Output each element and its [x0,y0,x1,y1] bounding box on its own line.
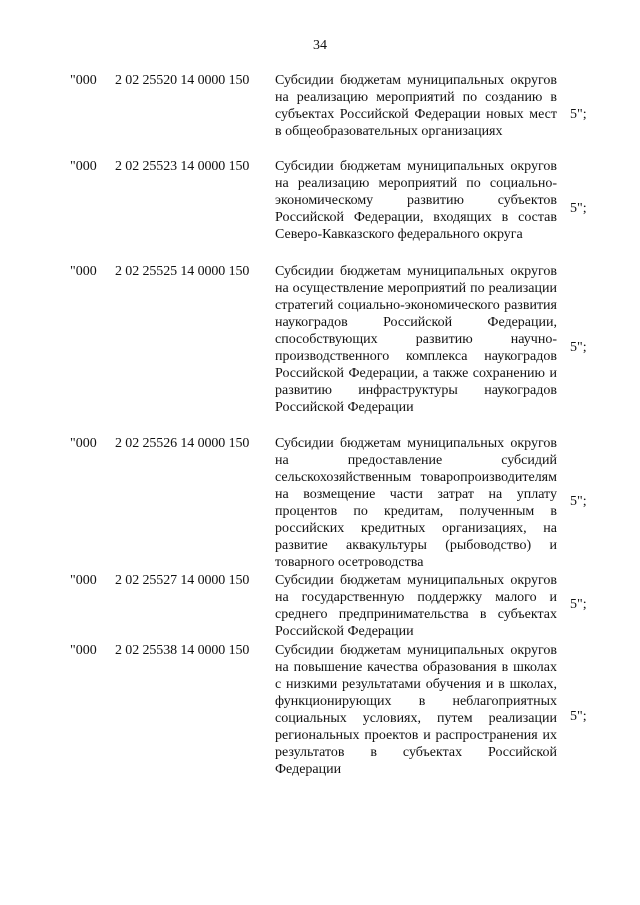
row-code: "000 [70,159,97,174]
budget-classification-code: 2 02 25538 14 0000 150 [115,643,250,658]
row-code: "000 [70,573,97,588]
budget-classification-code: 2 02 25526 14 0000 150 [115,436,250,451]
row-description: Субсидии бюджетам муниципальных округов на предоставление субсидий сельскохозяйственным товаропроизводителям на возмещение части затрат на уплату процентов по кредитам, полученным в российских кредитных организациях, на развитие аквакультуры (рыбоводство) и товарного осетроводства [275,436,557,570]
budget-classification-code: 2 02 25523 14 0000 150 [115,159,250,174]
row-description: Субсидии бюджетам муниципальных округов на реализацию мероприятий по созданию в субъектах Российской Федерации новых мест в общеобразовательных организациях [275,73,557,139]
budget-classification-code: 2 02 25520 14 0000 150 [115,73,250,88]
budget-classification-code: 2 02 25525 14 0000 150 [115,264,250,279]
row-description: Субсидии бюджетам муниципальных округов на осуществление мероприятий по реализации стратегий социально-экономического развития наукоградов Российской Федерации, способствующих развитию научно-производственного комплекса наукоградов Российской Федерации, а также сохранению и развитию инфраструктуры наукоградов Российской Федерации [275,264,557,415]
row-end-mark: 5"; [570,107,587,122]
budget-classification-code: 2 02 25527 14 0000 150 [115,573,250,588]
row-code: "000 [70,73,97,88]
row-end-mark: 5"; [570,709,587,724]
row-end-mark: 5"; [570,597,587,612]
row-code: "000 [70,643,97,658]
row-end-mark: 5"; [570,340,587,355]
row-end-mark: 5"; [570,201,587,216]
row-description: Субсидии бюджетам муниципальных округов на повышение качества образования в школах с низкими результатами обучения и в школах, функционирующих в неблагоприятных социальных условиях, путем реализации региональных проектов и распространения их результатов в субъектах Российской Федерации [275,643,557,777]
row-code: "000 [70,436,97,451]
row-description: Субсидии бюджетам муниципальных округов на реализацию мероприятий по социально-экономическому развитию субъектов Российской Федерации, входящих в состав Северо-Кавказского федерального округа [275,159,557,242]
row-end-mark: 5"; [570,494,587,509]
row-description: Субсидии бюджетам муниципальных округов на государственную поддержку малого и среднего предпринимательства в субъектах Российской Федерации [275,573,557,639]
row-code: "000 [70,264,97,279]
page-number: 34 [313,38,327,53]
